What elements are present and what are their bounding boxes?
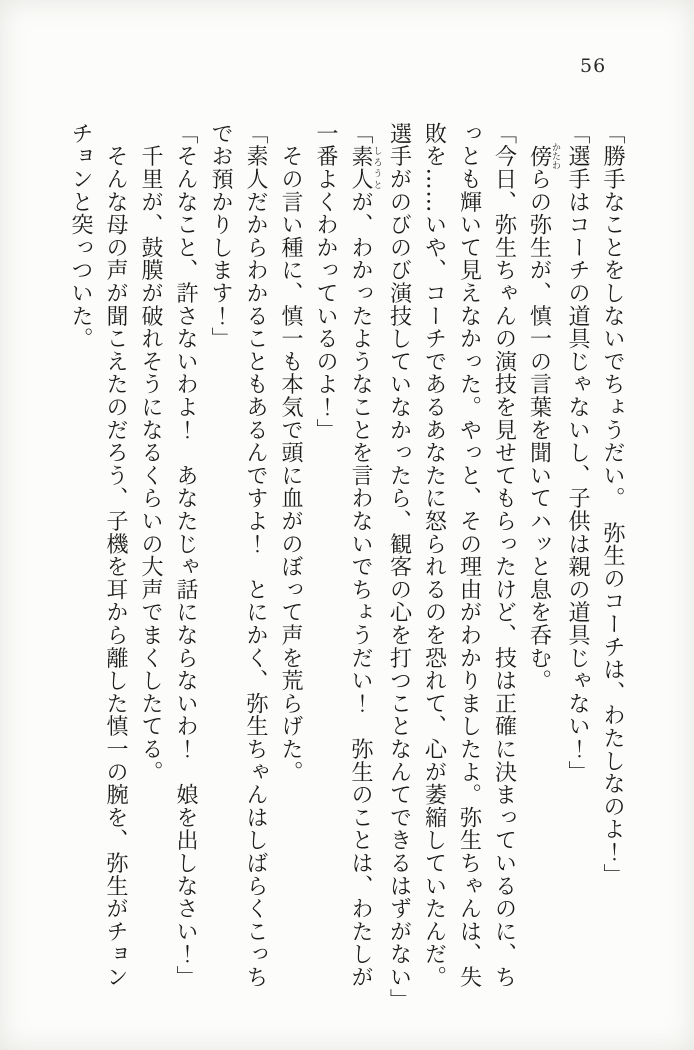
text-line: 一番よくわかっているのよ！」 <box>313 122 338 442</box>
text-area <box>63 122 630 1012</box>
text-line: 「勝手なことをしないでちょうだい。 弥生のコーチは、わたしなのよ！」 <box>600 122 625 887</box>
text-line: でお預かりします！」 <box>208 122 233 350</box>
text-line: 「選手はコーチの道具じゃないし、子供は親の道具じゃない！」 <box>565 122 590 784</box>
page-number: 56 <box>580 55 607 77</box>
text-line: 「そんなこと、許さないわよ！ あなたじゃ話にならないわ！ 娘を出しなさい！」 <box>173 122 198 989</box>
text-line: 傍かたわらの弥生が、慎一の言葉を聞いてハッと息を呑む。 <box>526 142 560 693</box>
text-line: っとも輝いて見えなかった。やっと、その理由がわかりましたよ。弥生ちゃんは、失 <box>456 122 482 989</box>
furigana-annotated-text: 傍かたわ <box>526 142 560 170</box>
furigana-annotated-text: 素人しろうと <box>348 144 382 191</box>
text-line: 「素人だからわかることもあるんですよ！ とにかく、弥生ちゃんはしばらくこっち <box>243 122 268 989</box>
text-line: 「今日、弥生ちゃんの演技を見せてもらったけど、技は正確に決まっているのに、ち <box>491 122 517 989</box>
text-line: 千里が、鼓膜が破れそうになるくらいの大声でまくしたてる。 <box>138 122 163 784</box>
text-line: 選手がのびのび演技していなかったら、観客の心を打つことなんてできるはずがない」 <box>386 122 412 1012</box>
text-line: そんな母の声が聞こえたのだろう、子機を耳から離した慎一の腕を、弥生がチョン <box>103 122 128 989</box>
text-line: 「素人しろうとが、わかったようなことを言わないでちょうだい！ 弥生のことは、わたしが <box>348 122 382 989</box>
text-line: その言い種に、慎一も本気で頭に血がのぼって声を荒らげた。 <box>278 122 303 784</box>
text-line: 敗を……いや、コーチであるあなたに怒られるのを恐れて、心が萎縮していたんだ。 <box>421 122 447 989</box>
text-line: チョンと突っついた。 <box>68 122 93 350</box>
